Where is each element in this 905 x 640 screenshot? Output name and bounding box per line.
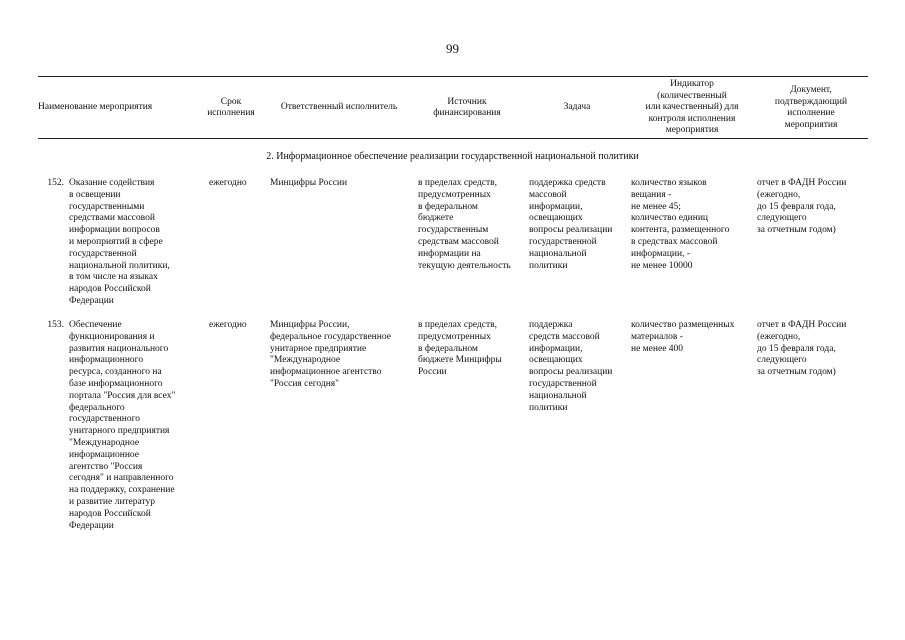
row-number: 152. [47, 178, 64, 188]
row-document: отчет в ФАДН России (ежегодно, до 15 февраля года, следующего за отчетным годом) [757, 320, 847, 378]
column-header-indicator: Индикатор (количественный или качественный) для контроля исполнения мероприятия [645, 79, 739, 136]
row-executor: Минцифры России, федеральное государственное унитарное предприятие "Международное информационное агентство "Россия сегодня" [270, 320, 391, 389]
row-name: Оказание содействия в освещении государственными средствами массовой информации вопросов и мероприятий в сфере государственной национальной политики, в том числе на языках народов Российской Федерации [69, 178, 170, 306]
column-header-source: Источник финансирования [433, 96, 501, 118]
row-executor: Минцифры России [270, 178, 348, 188]
column-header-term: Срок исполнения [207, 96, 255, 118]
row-indicator: количество размещенных материалов - не менее 400 [631, 320, 735, 354]
column-header-task: Задача [563, 102, 591, 113]
row-number: 153. [47, 320, 64, 330]
page-number: 99 [446, 41, 459, 56]
header-bottom-rule [38, 138, 868, 139]
section-title: 2. Информационное обеспечение реализации государственной национальной политики [266, 151, 639, 162]
row-task: поддержка средств массовой информации, освещающих вопросы реализации государственной национальной политики [529, 320, 613, 413]
column-header-document: Документ, подтверждающий исполнение мероприятия [774, 85, 848, 130]
row-term: ежегодно [209, 320, 247, 330]
row-term: ежегодно [209, 178, 247, 188]
row-source: в пределах средств, предусмотренных в федеральном бюджете Минцифры России [418, 320, 502, 378]
column-header-name: Наименование мероприятия [38, 102, 153, 113]
header-top-rule [38, 76, 868, 77]
row-indicator: количество языков вещания - не менее 45; количество единиц контента, размещенного в средствах массовой информации, - не менее 10000 [631, 178, 730, 271]
row-task: поддержка средств массовой информации, освещающих вопросы реализации государственной национальной политики [529, 178, 613, 271]
column-header-executor: Ответственный исполнитель [280, 102, 398, 113]
row-source: в пределах средств, предусмотренных в федеральном бюджете государственным средствам массовой информации на текущую деятельность [418, 178, 511, 271]
row-document: отчет в ФАДН России (ежегодно, до 15 февраля года, следующего за отчетным годом) [757, 178, 847, 236]
row-name: Обеспечение функционирования и развития национального информационного ресурса, созданного на базе информационного портала "Россия для всех" федерального государственного унитарного предприятия "Международное информационное агентство "Россия сегодня" и направленного на поддержку, сохранение и развитие литератур народов Российской Федерации [69, 320, 176, 531]
